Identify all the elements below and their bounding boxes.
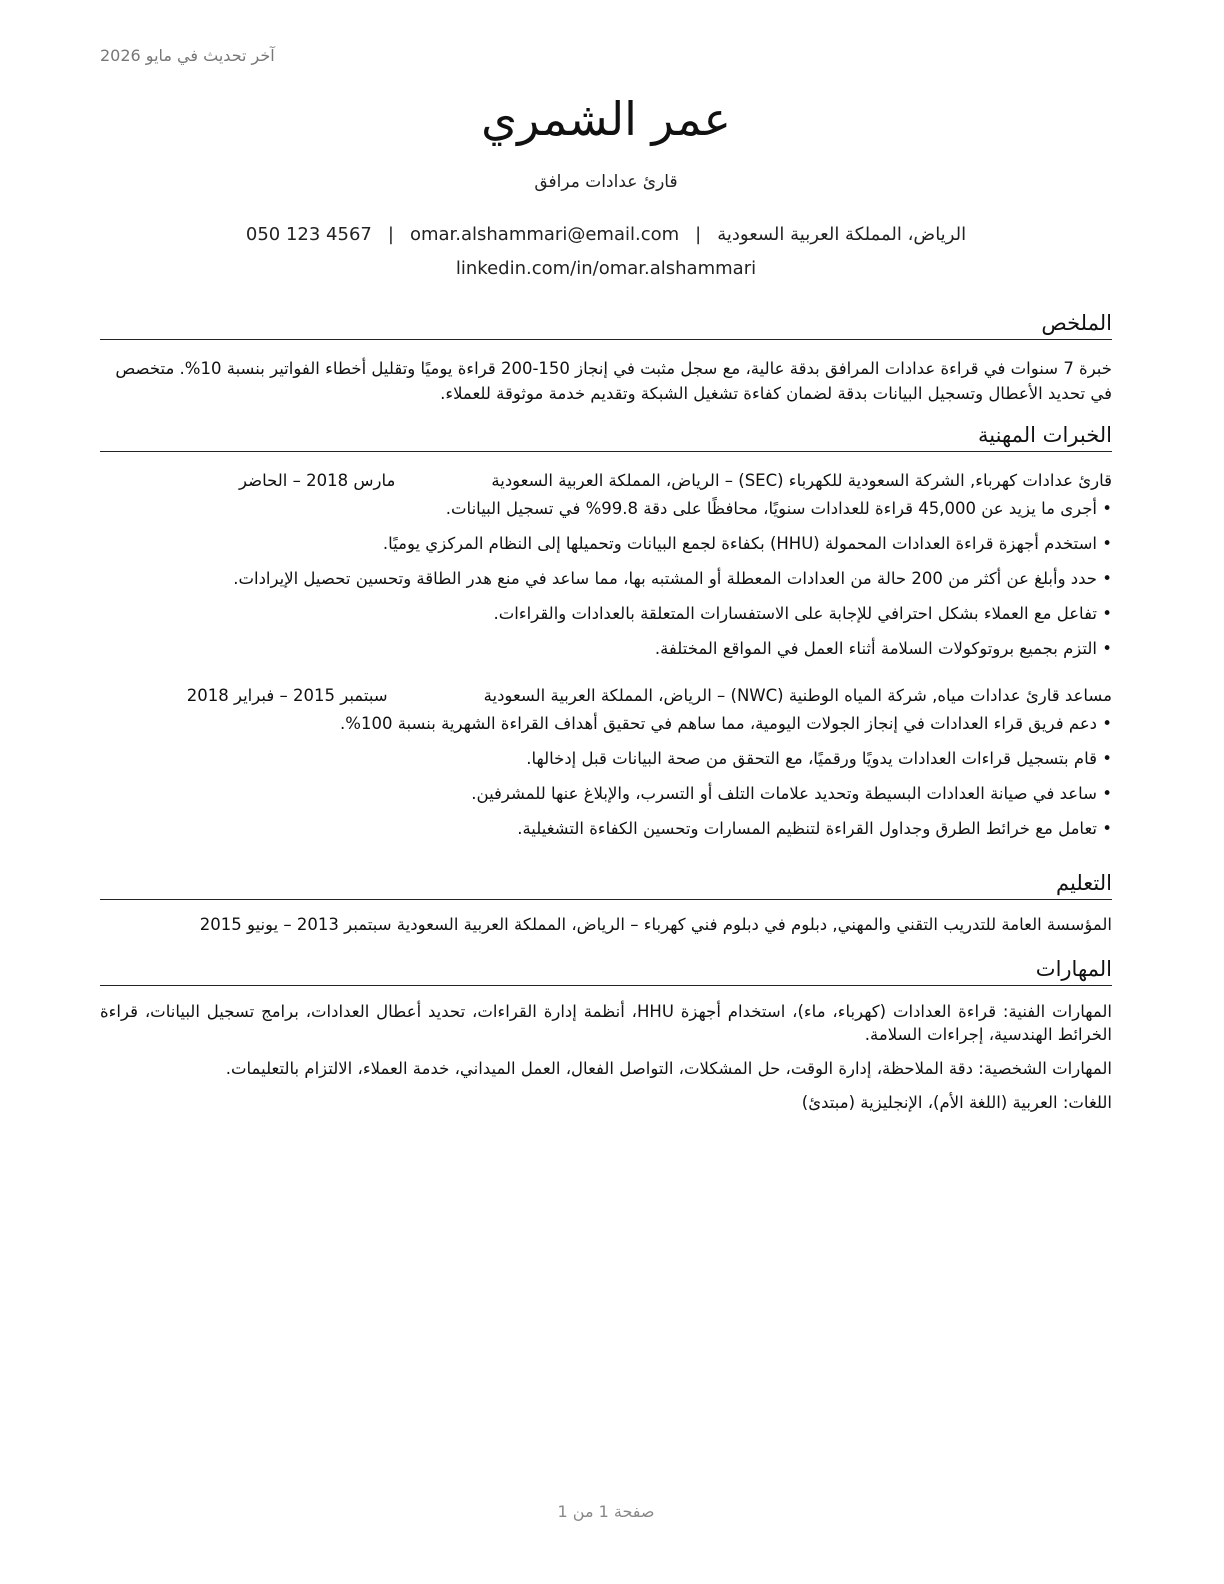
email-link[interactable]: omar.alshammari@email.com bbox=[409, 224, 680, 245]
separator: | bbox=[387, 224, 394, 245]
job-bullets bbox=[100, 497, 1112, 661]
summary-section bbox=[100, 310, 1112, 406]
languages: اللغات: العربية (اللغة الأم)، الإنجليزية (مبتدئ) bbox=[801, 1093, 1112, 1113]
job-dates: مارس 2018 – الحاضر bbox=[238, 471, 396, 491]
separator: | bbox=[695, 224, 702, 245]
contact-line bbox=[100, 224, 1112, 245]
last-updated: آخر تحديث في مايو 2026 bbox=[100, 46, 275, 65]
job-title: مساعد قارئ عدادات مياه, شركة المياه الوطنية (NWC) – الرياض، المملكة العربية السعودية bbox=[483, 686, 1112, 706]
experience-heading: الخبرات المهنية bbox=[100, 422, 1112, 452]
technical-skills: المهارات الفنية: قراءة العدادات (كهرباء، ماء)، استخدام أجهزة HHU، أنظمة إدارة القراءات، تحديد أعطال العدادات، برامج تسجيل البيانات، قراءة الخرائط الهندسية، إجراءات السلامة. bbox=[100, 1002, 1112, 1045]
education-section bbox=[100, 870, 1112, 937]
list-item: • تفاعل مع العملاء بشكل احترافي للإجابة على الاستفسارات المتعلقة بالعدادات والقراءات. bbox=[100, 602, 1112, 626]
skills-heading: المهارات bbox=[100, 956, 1112, 986]
summary-text: خبرة 7 سنوات في قراءة عدادات المرافق بدقة عالية، مع سجل مثبت في إنجاز 150-200 قراءة يوميًا وتقليل أخطاء الفواتير بنسبة 10%. متخصص في تحديد الأعطال وتسجيل البيانات بدقة لضمان كفاءة تشغيل الشبكة وتقديم خدمة موثوقة للعملاء. bbox=[115, 359, 1112, 404]
job-title: قارئ عدادات مرافق bbox=[534, 172, 678, 192]
job-bullets bbox=[100, 712, 1112, 841]
list-item: • أجرى ما يزيد عن 45,000 قراءة للعدادات سنويًا، محافظًا على دقة 99.8% في تسجيل البيانات. bbox=[100, 497, 1112, 521]
list-item: • حدد وأبلغ عن أكثر من 200 حالة من العدادات المعطلة أو المشتبه بها، مما ساعد في منع هدر الطاقة وتحسين تحصيل الإيرادات. bbox=[100, 567, 1112, 591]
list-item: • تعامل مع خرائط الطرق وجداول القراءة لتنظيم المسارات وتحسين الكفاءة التشغيلية. bbox=[100, 817, 1112, 841]
summary-heading: الملخص bbox=[100, 310, 1112, 340]
candidate-name: عمر الشمري bbox=[481, 92, 731, 146]
soft-skills: المهارات الشخصية: دقة الملاحظة، إدارة الوقت، حل المشكلات، التواصل الفعال، العمل الميداني، خدمة العملاء، الالتزام بالتعليمات. bbox=[225, 1059, 1112, 1079]
education-entry: المؤسسة العامة للتدريب التقني والمهني, دبلوم في دبلوم فني كهرباء – الرياض، المملكة العربية السعودية سبتمبر 2013 – يونيو 2015 bbox=[199, 915, 1112, 935]
job-dates: سبتمبر 2015 – فبراير 2018 bbox=[186, 686, 388, 706]
job-entry bbox=[100, 469, 1112, 661]
skills-section bbox=[100, 956, 1112, 1125]
location: الرياض، المملكة العربية السعودية bbox=[717, 224, 967, 245]
linkedin-link[interactable]: linkedin.com/in/omar.alshammari bbox=[455, 258, 757, 279]
list-item: • دعم فريق قراء العدادات في إنجاز الجولات اليومية، مما ساهم في تحقيق أهداف القراءة الشهرية بنسبة 100%. bbox=[100, 712, 1112, 736]
list-item: • قام بتسجيل قراءات العدادات يدويًا ورقميًا، مع التحقق من صحة البيانات قبل إدخالها. bbox=[100, 747, 1112, 771]
job-header bbox=[100, 684, 1112, 708]
experience-section bbox=[100, 422, 1112, 852]
list-item: • التزم بجميع بروتوكولات السلامة أثناء العمل في المواقع المختلفة. bbox=[100, 637, 1112, 661]
job-entry bbox=[100, 684, 1112, 841]
job-header bbox=[100, 469, 1112, 493]
education-heading: التعليم bbox=[100, 870, 1112, 900]
list-item: • ساعد في صيانة العدادات البسيطة وتحديد علامات التلف أو التسرب، والإبلاغ عنها للمشرفين. bbox=[100, 782, 1112, 806]
page-number: صفحة 1 من 1 bbox=[557, 1502, 655, 1521]
phone: 050 123 4567 bbox=[245, 224, 372, 245]
list-item: • استخدم أجهزة قراءة العدادات المحمولة (HHU) بكفاءة لجمع البيانات وتحميلها إلى النظام المركزي يوميًا. bbox=[100, 532, 1112, 556]
resume-page bbox=[100, 0, 1112, 1584]
job-title: قارئ عدادات كهرباء, الشركة السعودية للكهرباء (SEC) – الرياض، المملكة العربية السعودية bbox=[491, 471, 1112, 491]
